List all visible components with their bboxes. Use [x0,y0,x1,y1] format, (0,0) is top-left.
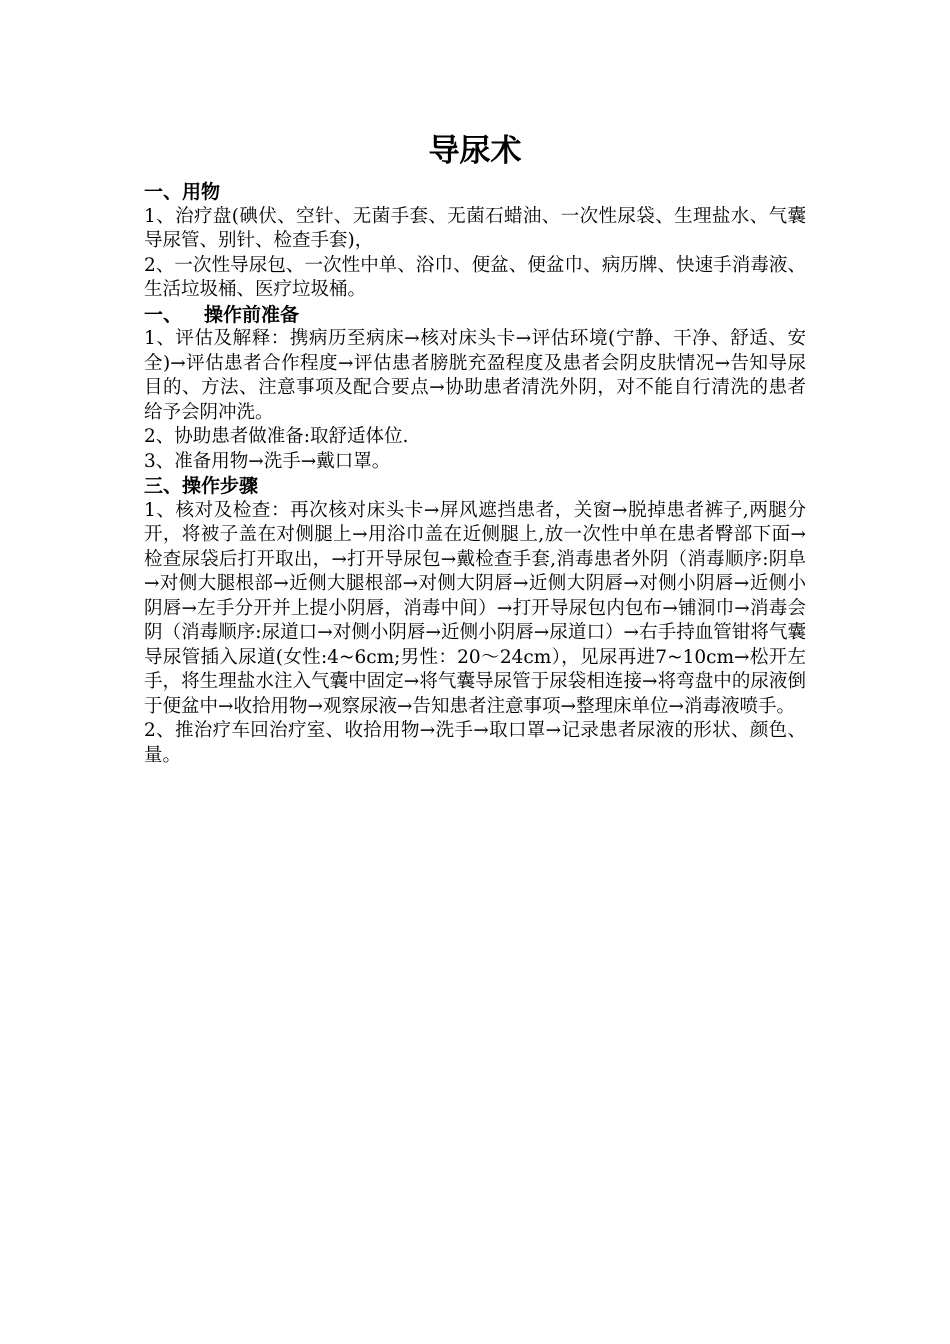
paragraph: 2、协助患者做准备:取舒适体位. [144,426,409,447]
document-body [144,128,806,768]
section-preparation [144,303,806,475]
paragraph: 2、推治疗车回治疗室、收拾用物→洗手→取口罩→记录患者尿液的形状、颜色、量。 [144,720,806,766]
page-title: 导尿术 [428,133,522,169]
section-heading [144,303,806,328]
section-supplies [144,180,806,303]
paragraph: 3、准备用物→洗手→戴口罩。 [144,450,391,472]
paragraph: 2、一次性导尿包、一次性中单、浴巾、便盆、便盆巾、病历牌、快速手消毒液、生活垃圾桶、医疗垃圾桶。 [144,254,806,300]
paragraph: 1、治疗盘(碘伏、空针、无菌手套、无菌石蜡油、一次性尿袋、生理盐水、气囊导尿管、别针、检查手套)， [144,205,806,251]
section-heading: 三、操作步骤 [144,475,259,497]
section-heading-text: 操作前准备 [204,303,300,326]
section-heading-number: 一、 [144,303,183,326]
paragraph: 1、核对及检查：再次核对床头卡→屏风遮挡患者，关窗→脱掉患者裤子,两腿分开，将被子盖在对侧腿上→用浴巾盖在近侧腿上,放一次性中单在患者臀部下面→检查尿袋后打开取出，→打开导尿包→戴检查手套,消毒患者外阴（消毒顺序:阴阜→对侧大腿根部→近侧大腿根部→对侧大阴唇→近侧大阴唇→对侧小阴唇→近侧小阴唇→左手分开并上提小阴唇，消毒中间）→打开导尿包内包布→铺洞巾→消毒会阴（消毒顺序:尿道口→对侧小阴唇→近侧小阴唇→尿道口）→右手持血管钳将气囊导尿管插入尿道(女性:4~6cm;男性：20～24cm），见尿再进7~10cm→松开左手，将生理盐水注入气囊中固定→将气囊导尿管于尿袋相连接→将弯盘中的尿液倒于便盆中→收拾用物→观察尿液→告知患者注意事项→整理床单位→消毒液喷手。 [144,499,806,717]
section-procedure [144,474,806,768]
section-heading: 一、用物 [144,181,221,203]
paragraph: 1、评估及解释：携病历至病床→核对床头卡→评估环境(宁静、干净、舒适、安全)→评估患者合作程度→评估患者膀胱充盈程度及患者会阴皮肤情况→告知导尿目的、方法、注意事项及配合要点→协助患者清洗外阴，对不能自行清洗的患者给予会阴冲洗。 [144,328,806,423]
